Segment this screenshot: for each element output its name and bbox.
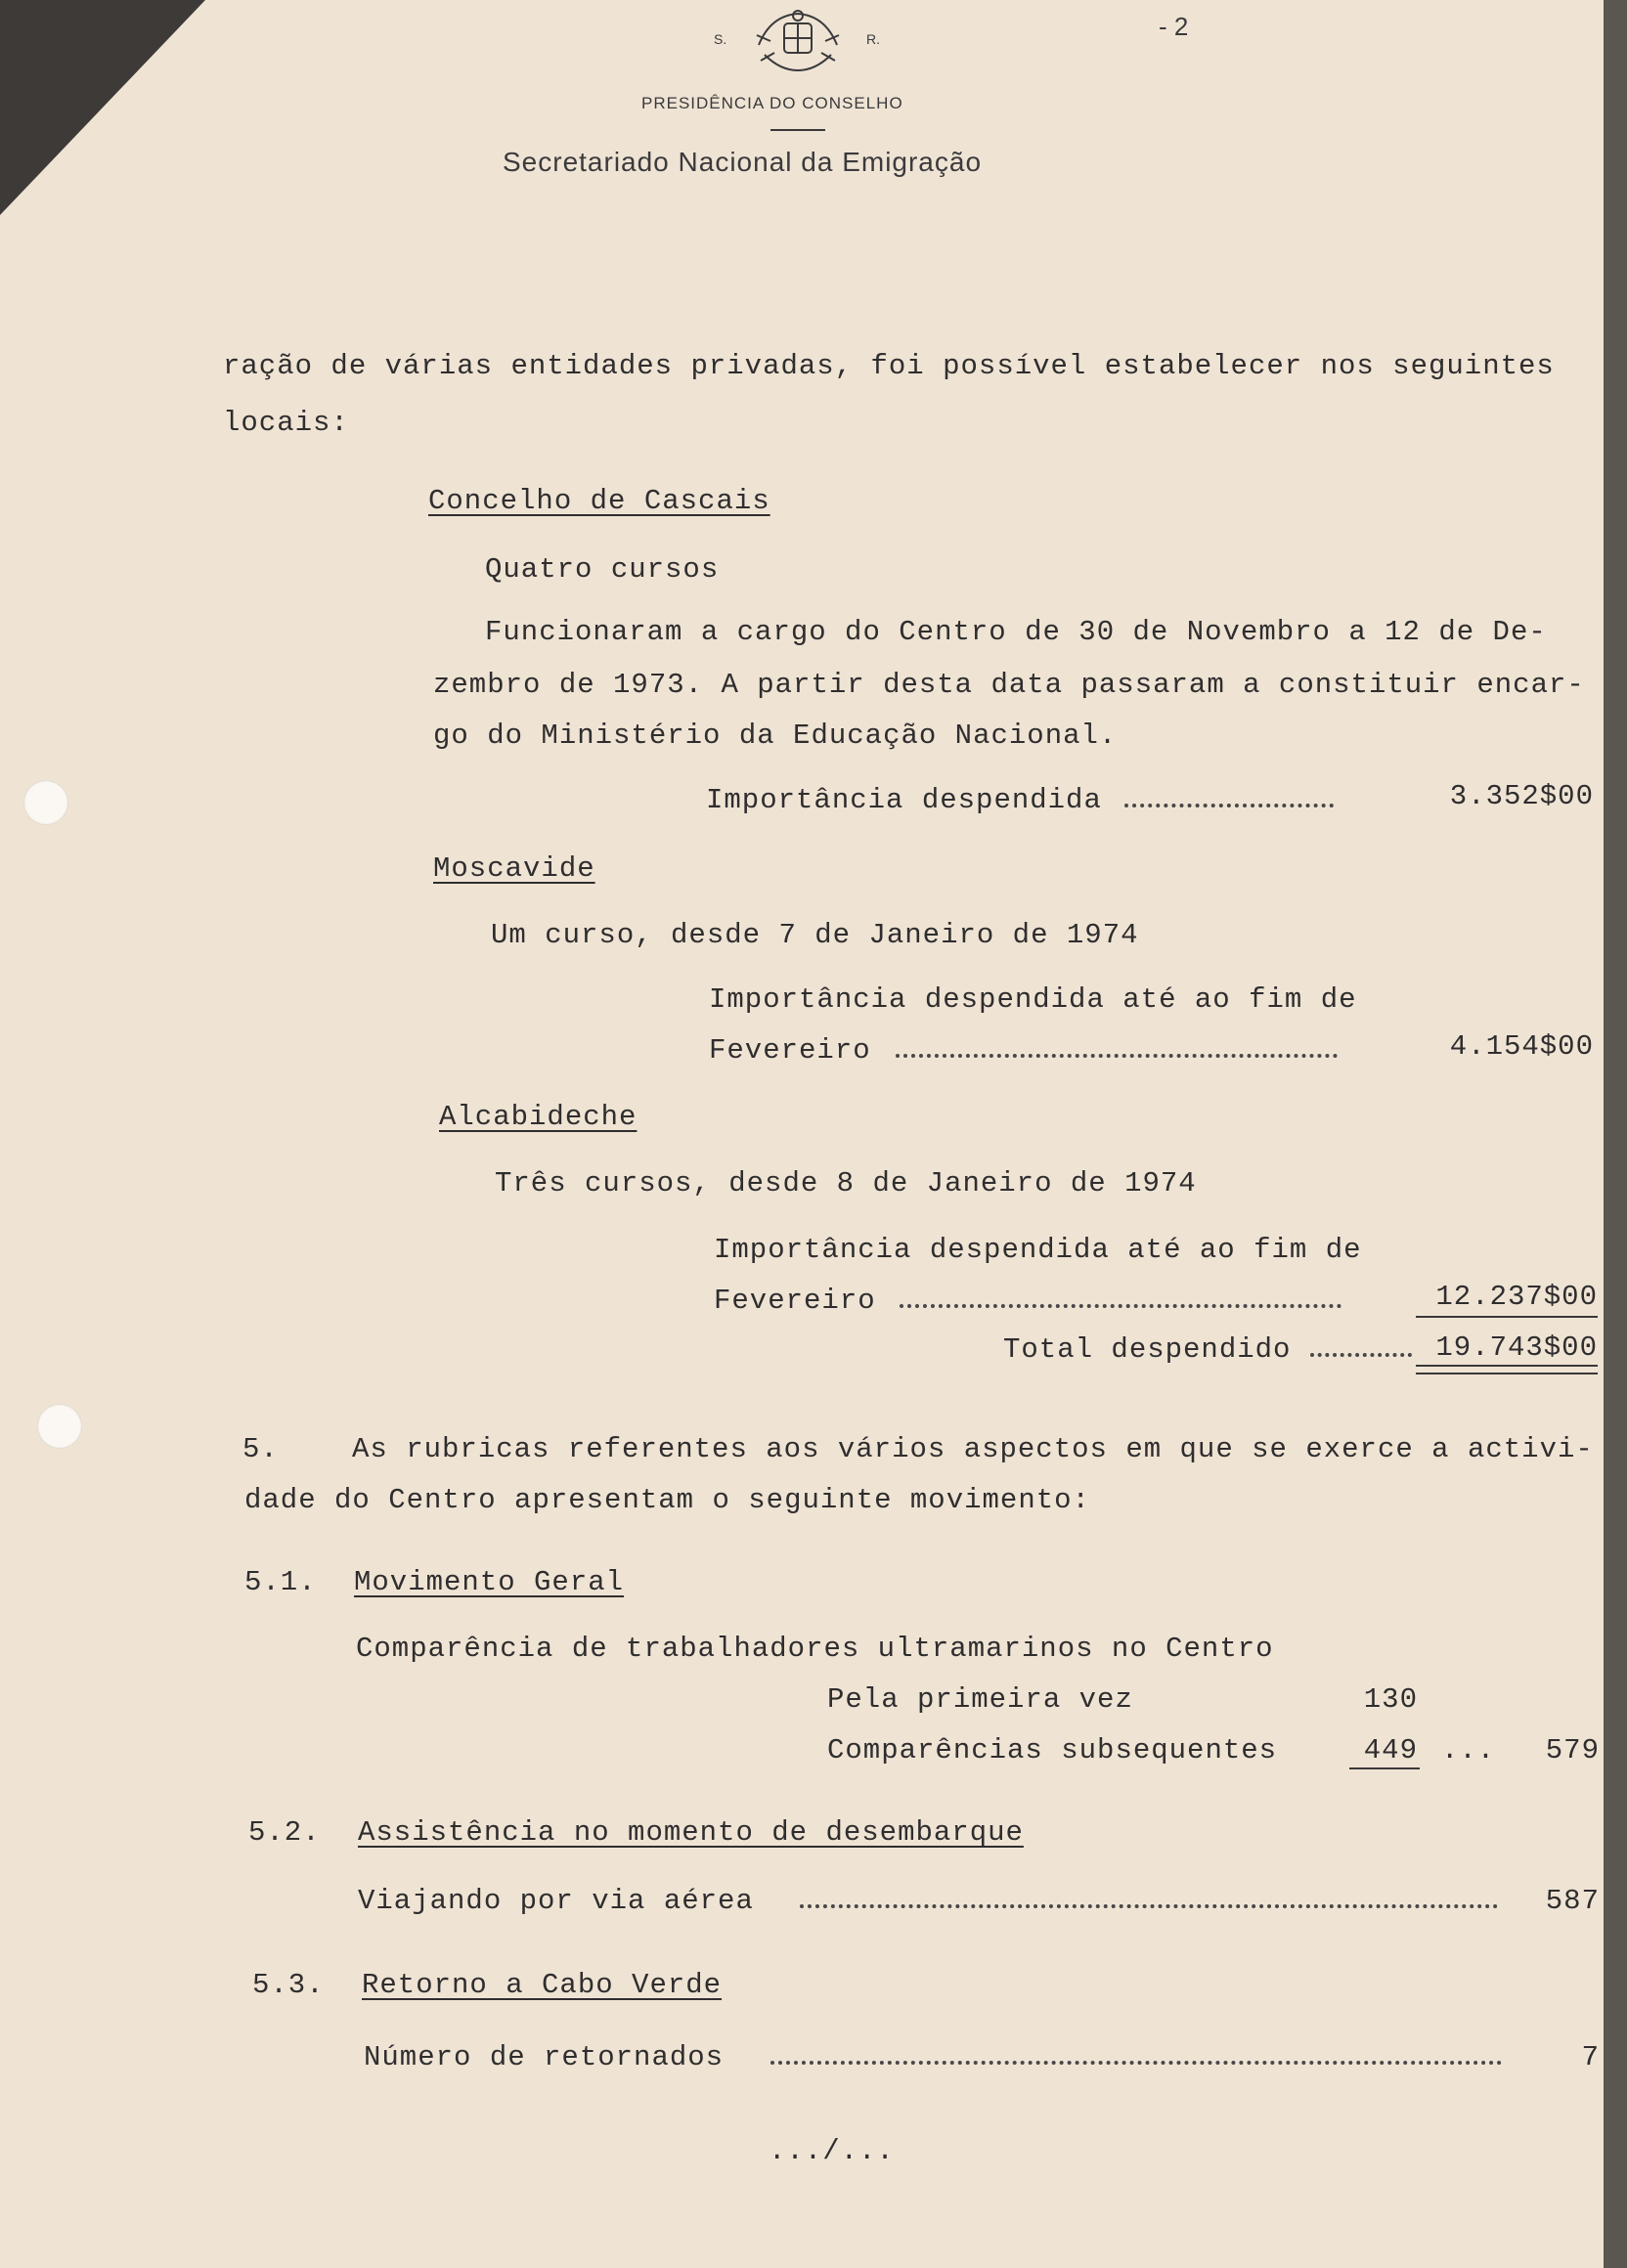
- department-name: Secretariado Nacional da Emigração: [503, 147, 983, 177]
- moscavide-amount: 4.154$00: [1449, 1030, 1594, 1063]
- moscavide-heading: Moscavide: [433, 852, 595, 885]
- visits-total: 579: [1545, 1734, 1600, 1766]
- subsequent-visits-underline: [1349, 1767, 1420, 1769]
- returnees-leader-dots: [770, 2061, 1502, 2065]
- intro-line-2: locais:: [223, 407, 349, 439]
- cascais-amount-label: Importância despendida: [706, 784, 1102, 816]
- first-visit-value: 130: [1363, 1683, 1418, 1716]
- total-amount: 19.743$00: [1435, 1331, 1598, 1364]
- institution-name: PRESIDÊNCIA DO CONSELHO: [641, 94, 903, 112]
- alcabideche-heading: Alcabideche: [439, 1101, 638, 1133]
- subsequent-visits-ellipsis: ...: [1441, 1734, 1496, 1766]
- header-divider: [770, 129, 825, 131]
- returnees-label: Número de retornados: [364, 2041, 725, 2073]
- returnees-value: 7: [1581, 2041, 1600, 2073]
- alcabideche-amount-label-2: Fevereiro: [714, 1285, 876, 1317]
- intro-line-1: ração de várias entidades privadas, foi possível estabelecer nos seguintes: [223, 350, 1555, 382]
- section-5-2-heading: Assistência no momento de desembarque: [358, 1816, 1024, 1849]
- cascais-text-line-2: zembro de 1973. A partir desta data passaram a constituir encar-: [433, 669, 1585, 701]
- continuation-mark: .../...: [769, 2135, 895, 2167]
- cascais-text-line-1: Funcionaram a cargo do Centro de 30 de Novembro a 12 de De-: [485, 616, 1547, 648]
- cascais-text-line-3: go do Ministério da Educação Nacional.: [433, 720, 1118, 752]
- section-5-3-number: 5.3.: [252, 1969, 325, 2001]
- total-label: Total despendido: [1003, 1333, 1292, 1366]
- coat-of-arms-seal: [751, 6, 845, 76]
- section-5-number: 5.: [242, 1433, 279, 1465]
- air-travel-leader-dots: [800, 1904, 1498, 1908]
- moscavide-courses: Um curso, desde 7 de Janeiro de 1974: [491, 919, 1139, 951]
- cascais-amount: 3.352$00: [1449, 780, 1594, 812]
- folded-corner: [0, 0, 205, 215]
- air-travel-value: 587: [1545, 1885, 1600, 1917]
- subtotal-underline: [1416, 1316, 1598, 1318]
- cascais-heading: Concelho de Cascais: [428, 485, 770, 517]
- cascais-courses: Quatro cursos: [485, 553, 720, 586]
- section-5-1-description: Comparência de trabalhadores ultramarinos no Centro: [356, 1633, 1274, 1665]
- subsequent-visits-label: Comparências subsequentes: [827, 1734, 1278, 1766]
- air-travel-label: Viajando por via aérea: [358, 1885, 754, 1917]
- alcabideche-leader-dots: [900, 1304, 1341, 1308]
- alcabideche-amount-label-1: Importância despendida até ao fim de: [714, 1234, 1362, 1266]
- section-5-1-heading: Movimento Geral: [354, 1566, 625, 1598]
- moscavide-leader-dots: [896, 1054, 1338, 1058]
- alcabideche-courses: Três cursos, desde 8 de Janeiro de 1974: [495, 1167, 1197, 1199]
- cascais-leader-dots: [1124, 804, 1334, 807]
- moscavide-amount-label-2: Fevereiro: [709, 1034, 871, 1067]
- total-leader-dots: [1310, 1353, 1412, 1357]
- subsequent-visits-value: 449: [1363, 1734, 1418, 1766]
- alcabideche-amount: 12.237$00: [1435, 1281, 1598, 1313]
- page-number: - 2: [1159, 12, 1189, 41]
- section-5-3-heading: Retorno a Cabo Verde: [362, 1969, 723, 2001]
- section-5-line-2: dade do Centro apresentam o seguinte movimento:: [244, 1484, 1090, 1516]
- section-5-1-number: 5.1.: [244, 1566, 317, 1598]
- seal-letter-left: S.: [714, 31, 727, 47]
- moscavide-amount-label-1: Importância despendida até ao fim de: [709, 983, 1357, 1016]
- punch-hole-bottom: [37, 1404, 82, 1449]
- seal-letter-right: R.: [866, 31, 880, 47]
- section-5-line-1: As rubricas referentes aos vários aspectos em que se exerce a activi-: [352, 1433, 1594, 1465]
- section-5-2-number: 5.2.: [248, 1816, 321, 1849]
- punch-hole-top: [23, 780, 68, 825]
- first-visit-label: Pela primeira vez: [827, 1683, 1133, 1716]
- total-double-underline: [1416, 1365, 1598, 1374]
